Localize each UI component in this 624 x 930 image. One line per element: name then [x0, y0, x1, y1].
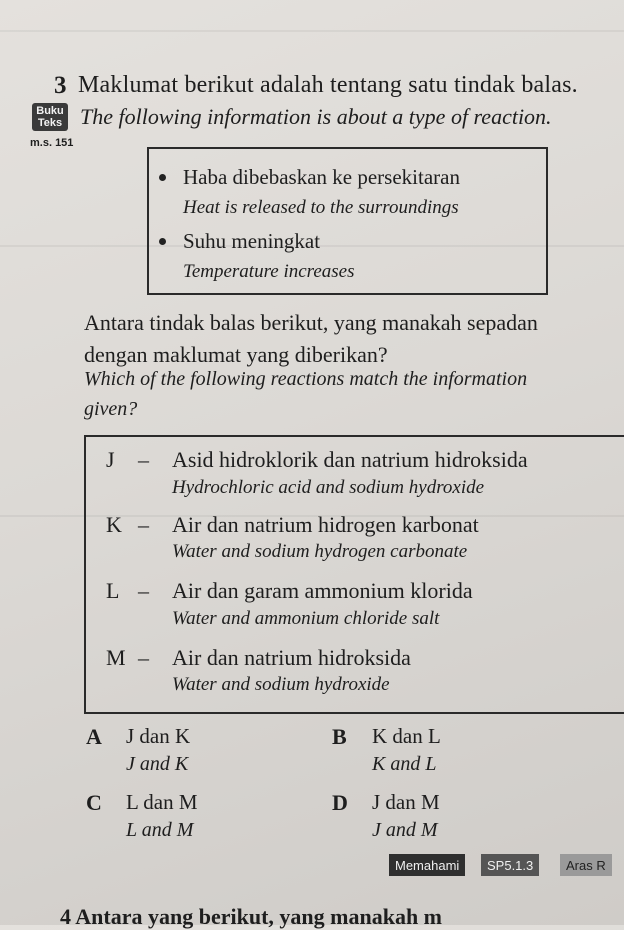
standard-tag: SP5.1.3	[481, 854, 539, 876]
reaction-letter: K	[106, 512, 122, 537]
info-text-malay: Haba dibebaskan ke persekitaran	[183, 165, 460, 189]
page-reference: m.s. 151	[30, 137, 74, 149]
textbook-badge-icon	[32, 103, 68, 131]
option-letter: A	[86, 724, 102, 749]
reaction-dash: –	[138, 645, 149, 670]
reaction-text-english: Water and sodium hydrogen carbonate	[172, 541, 468, 562]
option-text-english: J and M	[372, 819, 438, 841]
level-tag: Aras R	[560, 854, 612, 876]
option-letter: C	[86, 790, 102, 815]
option-letter: B	[332, 724, 347, 749]
info-text-english: Heat is released to the surroundings	[183, 197, 459, 218]
info-text-malay: Suhu meningkat	[183, 229, 321, 253]
option-text-english: J and K	[126, 753, 189, 775]
option-letter: D	[332, 790, 348, 815]
option-text-english: K and L	[372, 753, 437, 775]
reactions-box	[84, 435, 624, 714]
option-text-english: L and M	[126, 819, 194, 841]
badge-line2: Teks	[37, 117, 63, 129]
reaction-dash: –	[138, 512, 149, 537]
bullet-icon	[159, 238, 166, 245]
reaction-letter: L	[106, 578, 120, 603]
prompt-malay-line2: dengan maklumat yang diberikan?	[84, 342, 388, 367]
reaction-text-malay: Air dan natrium hidroksida	[172, 645, 411, 670]
question-text-malay: Maklumat berikut adalah tentang satu tindak balas.	[78, 72, 578, 98]
next-question-text: 4 Antara yang berikut, yang manakah m	[60, 904, 443, 929]
question-text-english: The following information is about a type of reaction.	[80, 104, 552, 129]
reaction-text-english: Water and ammonium chloride salt	[172, 608, 440, 629]
reaction-text-malay: Air dan garam ammonium klorida	[172, 578, 473, 603]
info-text-english: Temperature increases	[183, 261, 355, 282]
prompt-english-line2: given?	[84, 398, 138, 420]
reaction-dash: –	[138, 447, 149, 472]
reaction-text-malay: Asid hidroklorik dan natrium hidroksida	[172, 447, 528, 472]
option-text-malay: K dan L	[372, 724, 441, 748]
reaction-text-english: Hydrochloric acid and sodium hydroxide	[172, 477, 485, 498]
badge-line1: Buku	[36, 105, 64, 117]
reaction-text-malay: Air dan natrium hidrogen karbonat	[172, 512, 479, 537]
background-shadow	[0, 30, 624, 32]
bullet-icon	[159, 174, 166, 181]
reaction-letter: J	[106, 447, 115, 472]
reaction-text-english: Water and sodium hydroxide	[172, 674, 390, 695]
info-box	[147, 147, 548, 295]
skill-tag: Memahami	[389, 854, 465, 876]
reaction-letter: M	[106, 645, 126, 670]
reaction-dash: –	[138, 578, 149, 603]
option-text-malay: J dan M	[372, 790, 440, 814]
prompt-malay-line1: Antara tindak balas berikut, yang manakah sepadan	[84, 310, 538, 335]
question-number: 3	[54, 72, 67, 99]
prompt-english-line1: Which of the following reactions match the information	[84, 368, 528, 390]
option-text-malay: J dan K	[126, 724, 191, 748]
option-text-malay: L dan M	[126, 790, 198, 814]
